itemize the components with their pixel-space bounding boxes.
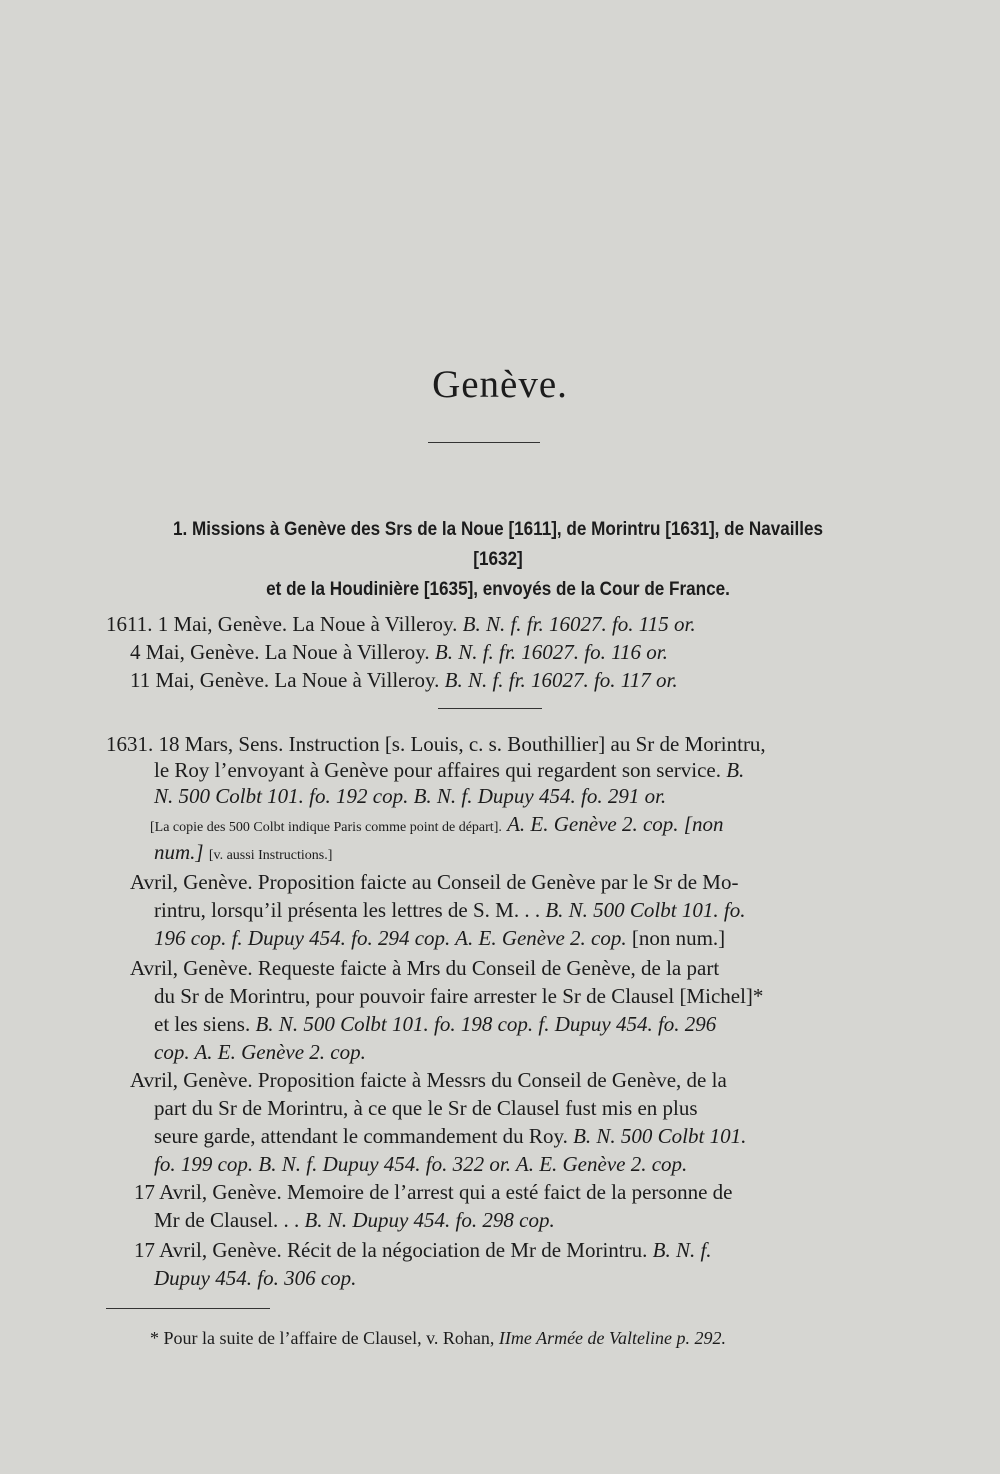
entry-avril-3-line-3: seure garde, attendant le commandement du Roy. B. N. 500 Colbt 101.	[154, 1124, 747, 1148]
entry-avril-1-line-1: Avril, Genève. Proposition faicte au Conseil de Genève par le Sr de Mo-	[130, 870, 739, 894]
footnote: * Pour la suite de l’affaire de Clausel, v. Rohan, IIme Armée de Valteline p. 292.	[150, 1328, 727, 1348]
separator-rule	[438, 708, 542, 709]
entry-1611-1: 1611. 1 Mai, Genève. La Noue à Villeroy. B. N. f. fr. 16027. fo. 115 or.	[106, 612, 696, 636]
entry-17-avril-a-line-2: Mr de Clausel. . . B. N. Dupuy 454. fo. 298 cop.	[154, 1208, 555, 1232]
entry-17-avril-b-line-1: 17 Avril, Genève. Récit de la négociation de Mr de Morintru. B. N. f.	[134, 1238, 712, 1262]
entry-1631-line-2: le Roy l’envoyant à Genève pour affaires qui regardent son service. B.	[154, 758, 745, 782]
entry-avril-3-line-4: fo. 199 cop. B. N. f. Dupuy 454. fo. 322 or. A. E. Genève 2. cop.	[154, 1152, 688, 1176]
entry-avril-2-line-3: et les siens. B. N. 500 Colbt 101. fo. 198 cop. f. Dupuy 454. fo. 296	[154, 1012, 717, 1036]
footnote-rule	[106, 1308, 270, 1309]
section-heading-line-2: et de la Houdinière [1635], envoyés de la Cour de France.	[266, 579, 730, 600]
entry-1611-3: 11 Mai, Genève. La Noue à Villeroy. B. N. f. fr. 16027. fo. 117 or.	[130, 668, 678, 692]
entry-avril-2-line-4: cop. A. E. Genève 2. cop.	[154, 1040, 366, 1064]
entry-avril-2-line-1: Avril, Genève. Requeste faicte à Mrs du Conseil de Genève, de la part	[130, 956, 720, 980]
page-title: Genève.	[432, 363, 568, 406]
entry-1631-line-1: 1631. 18 Mars, Sens. Instruction [s. Louis, c. s. Bouthillier] au Sr de Morintru,	[106, 732, 766, 756]
entry-1631-line-5: num.] [v. aussi Instructions.]	[154, 840, 333, 864]
entry-1631-line-4: [La copie des 500 Colbt indique Paris comme point de départ]. A. E. Genève 2. cop. [non	[150, 812, 724, 836]
entry-17-avril-a-line-1: 17 Avril, Genève. Memoire de l’arrest qui a esté faict de la personne de	[134, 1180, 733, 1204]
entry-avril-1-line-2: rintru, lorsqu’il présenta les lettres de S. M. . . B. N. 500 Colbt 101. fo.	[154, 898, 746, 922]
entry-1611-2: 4 Mai, Genève. La Noue à Villeroy. B. N. f. fr. 16027. fo. 116 or.	[130, 640, 668, 664]
title-rule	[428, 442, 540, 443]
section-heading	[147, 515, 849, 605]
entry-avril-3-line-1: Avril, Genève. Proposition faicte à Messrs du Conseil de Genève, de la	[130, 1068, 727, 1092]
entry-avril-1-line-3: 196 cop. f. Dupuy 454. fo. 294 cop. A. E. Genève 2. cop. [non num.]	[154, 926, 726, 950]
entry-avril-2-line-2: du Sr de Morintru, pour pouvoir faire arrester le Sr de Clausel [Michel]*	[154, 984, 764, 1008]
entry-1631-line-3: N. 500 Colbt 101. fo. 192 cop. B. N. f. Dupuy 454. fo. 291 or.	[154, 784, 667, 808]
section-heading-line-1: 1. Missions à Genève des Srs de la Noue [1611], de Morintru [1631], de Navailles [1632]	[172, 519, 824, 570]
entry-17-avril-b-line-2: Dupuy 454. fo. 306 cop.	[154, 1266, 357, 1290]
entry-avril-3-line-2: part du Sr de Morintru, à ce que le Sr de Clausel fust mis en plus	[154, 1096, 698, 1120]
